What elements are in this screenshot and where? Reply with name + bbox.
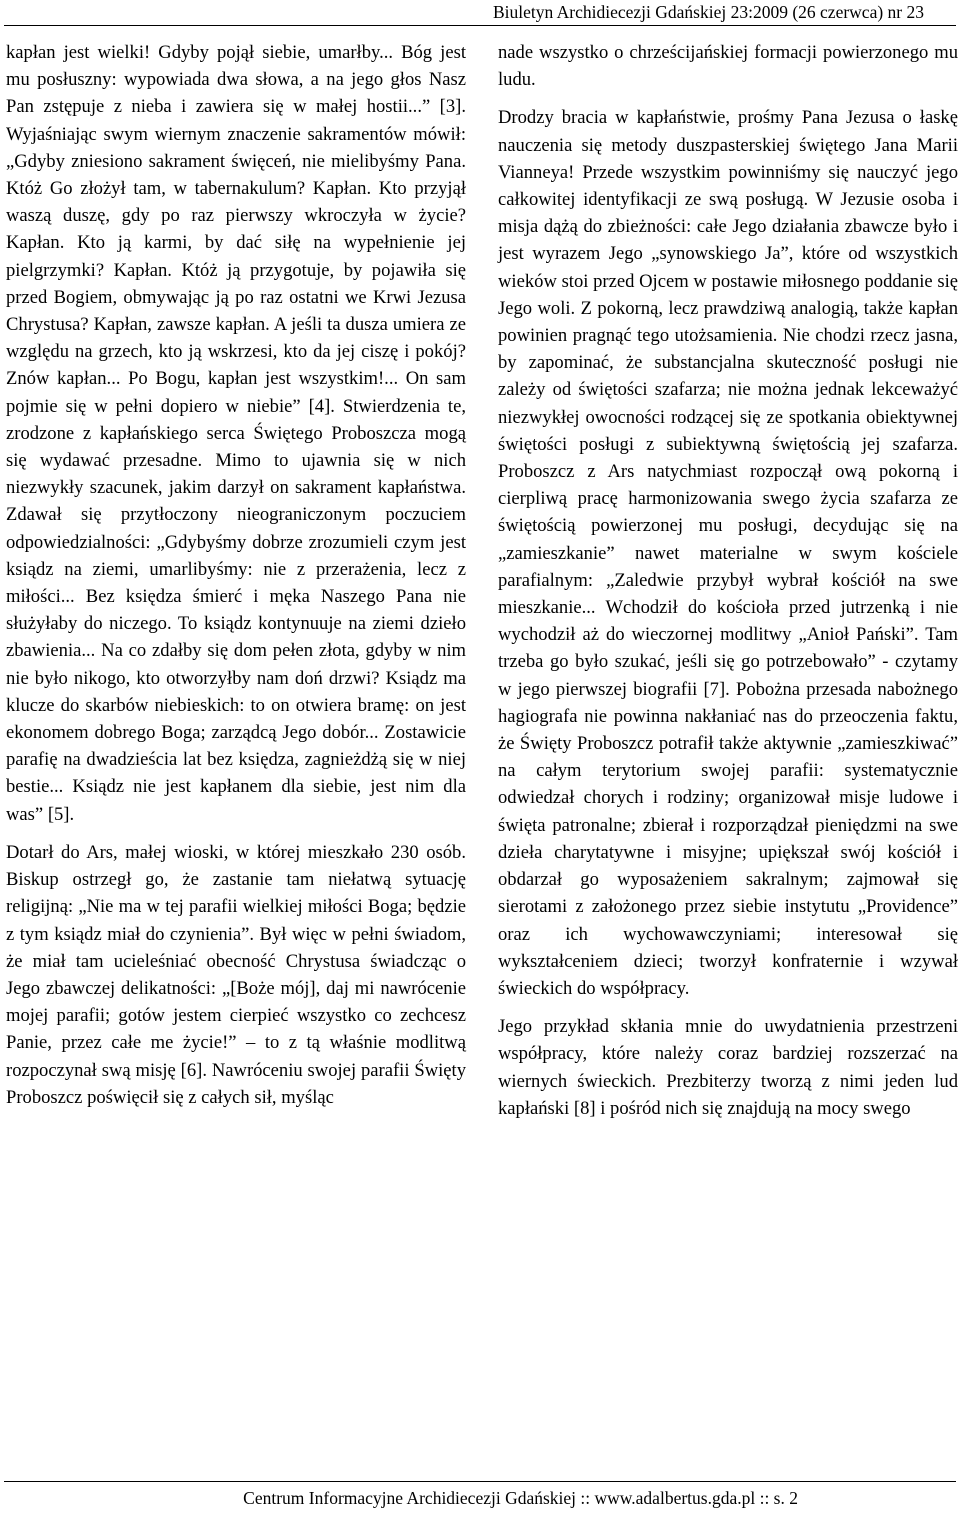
right-paragraph-2: Drodzy bracia w kapłaństwie, prośmy Pana Jezusa o łaskę nauczenia się metody duszpasterskiej świętego Jana Marii Vianneya! Przede wszystkim powinniśmy się nauczyć jego całkowitej identyfikacji ze swą posługą. W Jezusie osoba i misja dążą do zbieżności: całe Jego działania zbawcze było i jest wyrazem Jego „synowskiego Ja”, które od wszystkich wieków stoi przed Ojcem w postawie miłosnego poddanie się Jego woli. Z pokorną, lecz prawdziwą analogią, także kapłan powinien pragnąć tego utożsamienia. Nie chodzi rzecz jasna, by zapominać, że substancjalna skuteczność posługi nie zależy od świętości szafarza; nie można jednak lekceważyć niezwykłej owocności rodzącej się ze spotkania obiektywnej świętości posługi z subiektywną świętością jej szafarza. Proboszcz z Ars natychmiast rozpoczął ową pokorną i cierpliwą pracę harmonizowania swego życia szafarza ze świętością powierzonej mu posługi, decydując się na „zamieszkanie” nawet materialne w swym kościele parafialnym: „Zaledwie przybył wybrał kościół na swe mieszkanie... Wchodził do kościoła przed jutrzenką i nie wychodził aż do wieczornej modlitwy „Anioł Pański”. Tam trzeba go było szukać, jeśli się go potrzebowało” - czytamy w jego pierwszej biografii [7]. Pobożna przesada nabożnego hagiografa nie powinna nakłaniać nas do przeoczenia faktu, że Święty Proboszcz potrafił także aktywnie „zamieszkiwać” na całym terytorium swojej parafii: systematycznie odwiedzał chorych i rodziny; organizował misje ludowe i święta patronalne; zbierał i rozporządzał pieniędzmi na swe dzieła charytatywne i misyjne; upiększał swój kościół i obdarzał go wyposażeniem sakralnym; zajmował się sierotami z założonego przez siebie instytutu „Providence” oraz ich wychowawczyniami; interesował się wykształceniem dzieci; tworzył konfraternie i wzywał świeckich do współpracy. bbox=[498, 107, 958, 999]
left-paragraph-1: kapłan jest wielki! Gdyby pojął siebie, umarłby... Bóg jest mu posłuszny: wypowiada dwa słowa, a na jego głos Nasz Pan zstępuje z nieba i zawiera się w małej hostii...” [3]. Wyjaśniając swym wiernym znaczenie sakramentów mówił: „Gdyby zniesiono sakrament święceń, nie mielibyśmy Pana. Któż Go złożył tam, w tabernakulum? Kapłan. Kto przyjął waszą duszę, gdy po raz pierwszy wkroczyła w życie? Kapłan. Kto ją karmi, by dać siłę na wypełnienie jej pielgrzymki? Kapłan. Któż ją przygotuje, by pojawiła się przed Bogiem, obmywając ją po raz ostatni we Krwi Jezusa Chrystusa? Kapłan, zawsze kapłan. A jeśli ta dusza umiera ze względu na grzech, kto ją wskrzesi, kto da jej ciszę i pokój? Znów kapłan... Po Bogu, kapłan jest wszystkim!... On sam pojmie się w pełni dopiero w niebie” [4]. Stwierdzenia te, zrodzone z kapłańskiego serca Świętego Proboszcza mogą się wydawać przesadne. Mimo to ujawnia się w nich niezwykły szacunek, jakim darzył on sakrament kapłaństwa. Zdawał się przytłoczony nieograniczonym poczuciem odpowiedzialności: „Gdybyśmy dobrze zrozumieli czym jest ksiądz na ziemi, umarlibyśmy: nie z przerażenia, lecz z miłości... Bez księdza śmierć i męka Naszego Pana nie służyłaby do niczego. To ksiądz kontynuuje na ziemi dzieło zbawienia... Na co zdałby się dom pełen złota, gdyby w nim nie było nikogo, kto otworzyłby nam doń drzwi? Ksiądz ma klucze do skarbów niebieskich: to on otwiera bramę: on jest ekonomem dobrego Boga; zarządcą Jego dobór... Zostawicie parafię na dwadzieścia lat bez księdza, zagnieżdżą się w niej bestie... Ksiądz nie jest kapłanem dla siebie, jest nim dla was” [5]. bbox=[6, 42, 466, 825]
page-header: Biuletyn Archidiecezji Gdańskiej 23:2009 (26 czerwca) nr 23 bbox=[492, 2, 924, 22]
page-footer: Centrum Informacyjne Archidiecezji Gdańskiej :: www.adalbertus.gda.pl :: s. 2 bbox=[243, 1488, 798, 1508]
left-paragraph-2: Dotarł do Ars, małej wioski, w której mieszkało 230 osób. Biskup ostrzegł go, że zastanie tam niełatwą sytuację religijną: „Nie ma w tej parafii wielkiej miłości Boga; będzie z tym ksiądz miał do czynienia”. Był więc w pełni świadom, że miał tam ucieleśniać obecność Chrystusa świadcząc o Jego zbawczej delikatności: „[Boże mój], daj mi nawrócenie mojej parafii; gotów jestem cierpieć wszystko co zechcesz Panie, przez całe me życie!” – to z tą właśnie modlitwą rozpoczynał swą misję [6]. Nawróceniu swojej parafii Święty Proboszcz poświęcił się z całych sił, myśląc bbox=[6, 841, 466, 1108]
footer-divider bbox=[4, 1481, 956, 1482]
left-column bbox=[6, 39, 466, 1122]
right-paragraph-1: nade wszystko o chrześcijańskiej formacji powierzonego mu ludu. bbox=[498, 42, 958, 91]
right-paragraph-3: Jego przykład skłania mnie do uwydatnienia przestrzeni współpracy, które należy coraz bardziej rozszerzać na wiernych świeckich. Prezbiterzy tworzą z nimi jeden lud kapłański [8] i pośród nich się znajdują na mocy swego bbox=[498, 1016, 958, 1119]
right-column bbox=[498, 39, 958, 1133]
header-divider bbox=[4, 25, 956, 26]
